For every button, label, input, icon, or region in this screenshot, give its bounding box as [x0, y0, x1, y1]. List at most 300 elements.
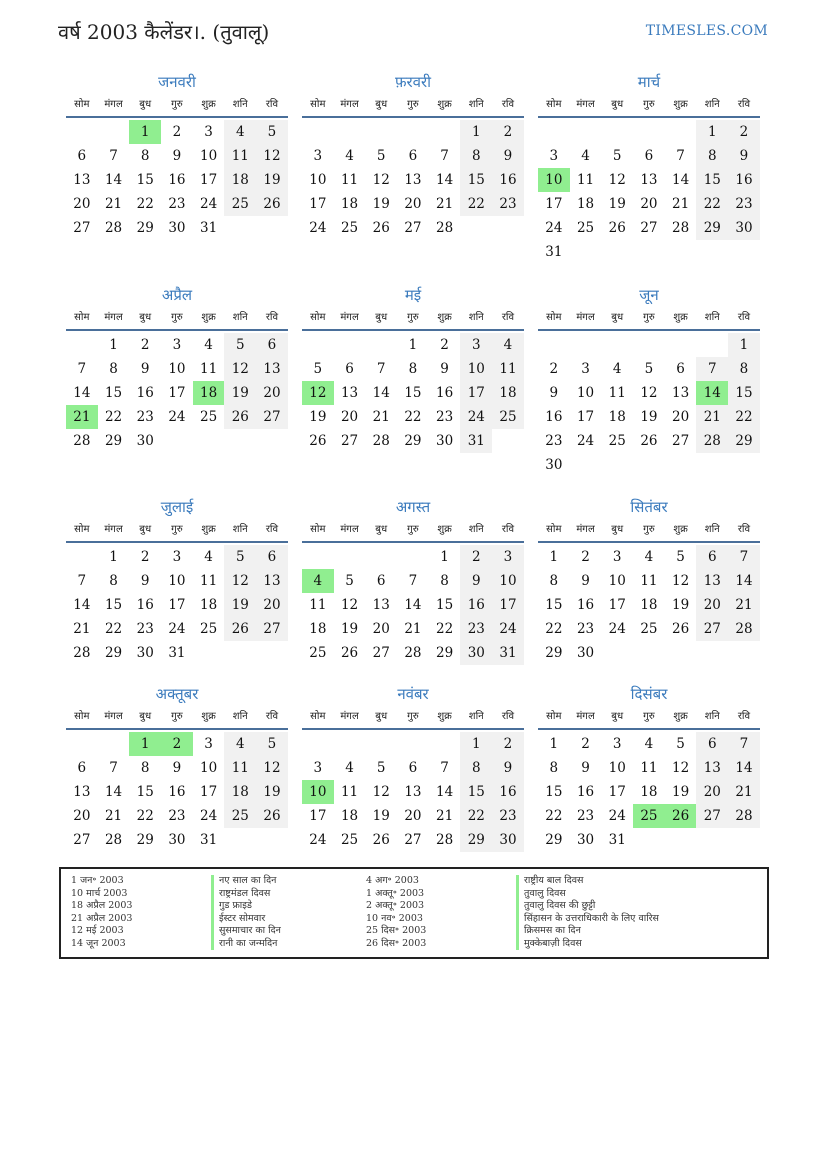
- day-cell[interactable]: 2: [440, 337, 449, 353]
- day-cell[interactable]: 27: [404, 220, 422, 236]
- day-cell[interactable]: 6: [696, 732, 728, 756]
- day-cell[interactable]: 8: [109, 573, 118, 589]
- day-cell[interactable]: 10: [608, 760, 626, 776]
- day-cell[interactable]: 3: [581, 361, 590, 377]
- day-cell[interactable]: 15: [104, 597, 123, 613]
- day-cell[interactable]: 31: [200, 832, 218, 848]
- day-cell[interactable]: 12: [224, 569, 256, 593]
- day-cell[interactable]: 5: [224, 545, 256, 569]
- day-cell[interactable]: 27: [372, 645, 390, 661]
- day-cell[interactable]: 15: [436, 597, 454, 613]
- day-cell[interactable]: 20: [256, 593, 288, 617]
- day-cell[interactable]: 14: [672, 172, 690, 188]
- day-cell[interactable]: 22: [460, 804, 492, 828]
- day-cell[interactable]: 2: [581, 736, 590, 752]
- day-cell[interactable]: 7: [408, 573, 418, 589]
- day-cell[interactable]: 30: [460, 641, 492, 665]
- day-cell[interactable]: 28: [73, 645, 91, 661]
- day-cell[interactable]: 3: [460, 333, 492, 357]
- day-cell[interactable]: 27: [640, 220, 658, 236]
- day-cell[interactable]: 29: [460, 828, 492, 852]
- day-cell[interactable]: 26: [309, 433, 327, 449]
- day-cell[interactable]: 7: [77, 361, 87, 377]
- day-cell[interactable]: 27: [672, 433, 690, 449]
- day-cell[interactable]: 2: [549, 361, 559, 377]
- day-cell[interactable]: 19: [256, 780, 288, 804]
- day-cell[interactable]: 4: [492, 333, 524, 357]
- day-cell[interactable]: 18: [340, 808, 359, 824]
- day-cell[interactable]: 2: [172, 124, 182, 140]
- day-cell[interactable]: 13: [372, 597, 390, 613]
- day-cell[interactable]: 14: [104, 172, 123, 188]
- day-cell[interactable]: 28: [436, 832, 454, 848]
- day-cell[interactable]: 9: [440, 361, 449, 377]
- day-cell[interactable]: 18: [608, 409, 626, 425]
- day-cell[interactable]: 9: [581, 573, 590, 589]
- day-cell[interactable]: 21: [728, 593, 760, 617]
- day-cell[interactable]: 1: [696, 120, 728, 144]
- day-cell[interactable]: 20: [256, 381, 288, 405]
- day-cell[interactable]: 26: [256, 192, 288, 216]
- holiday-day-cell[interactable]: 1: [129, 732, 161, 756]
- day-cell[interactable]: 2: [140, 337, 150, 353]
- day-cell[interactable]: 31: [460, 429, 492, 453]
- day-cell[interactable]: 19: [372, 808, 390, 824]
- day-cell[interactable]: 17: [576, 409, 595, 425]
- day-cell[interactable]: 26: [372, 220, 390, 236]
- day-cell[interactable]: 9: [549, 385, 559, 401]
- day-cell[interactable]: 28: [696, 429, 728, 453]
- day-cell[interactable]: 19: [640, 409, 658, 425]
- day-cell[interactable]: 29: [545, 832, 563, 848]
- day-cell[interactable]: 9: [172, 148, 182, 164]
- day-cell[interactable]: 16: [545, 409, 563, 425]
- day-cell[interactable]: 30: [168, 220, 186, 236]
- day-cell[interactable]: 31: [200, 220, 218, 236]
- day-cell[interactable]: 14: [372, 385, 390, 401]
- day-cell[interactable]: 27: [696, 617, 728, 641]
- day-cell[interactable]: 14: [404, 597, 422, 613]
- day-cell[interactable]: 16: [168, 172, 186, 188]
- holiday-day-cell[interactable]: 1: [129, 120, 161, 144]
- day-cell[interactable]: 8: [140, 760, 150, 776]
- day-cell[interactable]: 15: [696, 168, 728, 192]
- day-cell[interactable]: 19: [340, 621, 359, 637]
- day-cell[interactable]: 23: [492, 192, 524, 216]
- day-cell[interactable]: 3: [492, 545, 524, 569]
- day-cell[interactable]: 19: [256, 168, 288, 192]
- day-cell[interactable]: 31: [492, 641, 524, 665]
- day-cell[interactable]: 22: [104, 621, 123, 637]
- day-cell[interactable]: 8: [140, 148, 150, 164]
- day-cell[interactable]: 19: [224, 593, 256, 617]
- day-cell[interactable]: 21: [104, 808, 123, 824]
- day-cell[interactable]: 24: [309, 220, 327, 236]
- day-cell[interactable]: 13: [256, 569, 288, 593]
- day-cell[interactable]: 8: [549, 573, 559, 589]
- day-cell[interactable]: 9: [581, 760, 590, 776]
- day-cell[interactable]: 20: [372, 621, 390, 637]
- day-cell[interactable]: 18: [576, 196, 595, 212]
- day-cell[interactable]: 4: [204, 337, 213, 353]
- day-cell[interactable]: 11: [340, 784, 359, 800]
- day-cell[interactable]: 1: [440, 549, 449, 565]
- day-cell[interactable]: 27: [340, 433, 359, 449]
- day-cell[interactable]: 4: [224, 732, 256, 756]
- day-cell[interactable]: 16: [460, 593, 492, 617]
- day-cell[interactable]: 26: [672, 621, 690, 637]
- day-cell[interactable]: 16: [492, 168, 524, 192]
- day-cell[interactable]: 8: [460, 756, 492, 780]
- day-cell[interactable]: 21: [672, 196, 690, 212]
- day-cell[interactable]: 31: [545, 244, 563, 260]
- day-cell[interactable]: 13: [256, 357, 288, 381]
- day-cell[interactable]: 7: [728, 732, 760, 756]
- day-cell[interactable]: 23: [492, 804, 524, 828]
- day-cell[interactable]: 20: [404, 196, 422, 212]
- day-cell[interactable]: 13: [672, 385, 690, 401]
- day-cell[interactable]: 22: [136, 196, 154, 212]
- holiday-day-cell[interactable]: 10: [538, 168, 570, 192]
- day-cell[interactable]: 11: [640, 760, 658, 776]
- day-cell[interactable]: 22: [404, 409, 422, 425]
- day-cell[interactable]: 17: [309, 808, 327, 824]
- day-cell[interactable]: 20: [696, 593, 728, 617]
- day-cell[interactable]: 18: [640, 784, 658, 800]
- day-cell[interactable]: 3: [204, 736, 213, 752]
- day-cell[interactable]: 3: [172, 549, 182, 565]
- day-cell[interactable]: 5: [256, 120, 288, 144]
- day-cell[interactable]: 23: [168, 196, 186, 212]
- day-cell[interactable]: 25: [340, 220, 359, 236]
- day-cell[interactable]: 11: [224, 144, 256, 168]
- day-cell[interactable]: 26: [340, 645, 359, 661]
- day-cell[interactable]: 29: [104, 645, 123, 661]
- day-cell[interactable]: 22: [696, 192, 728, 216]
- day-cell[interactable]: 19: [224, 381, 256, 405]
- day-cell[interactable]: 24: [168, 621, 186, 637]
- day-cell[interactable]: 27: [256, 405, 288, 429]
- day-cell[interactable]: 14: [73, 597, 91, 613]
- holiday-day-cell[interactable]: 25: [633, 804, 665, 828]
- day-cell[interactable]: 12: [372, 784, 390, 800]
- day-cell[interactable]: 16: [136, 385, 154, 401]
- day-cell[interactable]: 20: [696, 780, 728, 804]
- day-cell[interactable]: 6: [256, 545, 288, 569]
- day-cell[interactable]: 3: [313, 760, 323, 776]
- day-cell[interactable]: 10: [309, 172, 327, 188]
- day-cell[interactable]: 6: [77, 760, 87, 776]
- day-cell[interactable]: 9: [172, 760, 182, 776]
- day-cell[interactable]: 6: [676, 361, 685, 377]
- day-cell[interactable]: 26: [608, 220, 626, 236]
- day-cell[interactable]: 8: [549, 760, 559, 776]
- day-cell[interactable]: 21: [404, 621, 422, 637]
- day-cell[interactable]: 29: [104, 433, 123, 449]
- day-cell[interactable]: 30: [545, 457, 563, 473]
- day-cell[interactable]: 18: [640, 597, 658, 613]
- day-cell[interactable]: 7: [440, 760, 449, 776]
- day-cell[interactable]: 18: [492, 381, 524, 405]
- day-cell[interactable]: 24: [309, 832, 327, 848]
- day-cell[interactable]: 19: [672, 784, 690, 800]
- day-cell[interactable]: 8: [728, 357, 760, 381]
- day-cell[interactable]: 27: [696, 804, 728, 828]
- day-cell[interactable]: 28: [436, 220, 454, 236]
- day-cell[interactable]: 28: [672, 220, 690, 236]
- day-cell[interactable]: 11: [200, 361, 218, 377]
- day-cell[interactable]: 15: [136, 172, 154, 188]
- day-cell[interactable]: 12: [672, 760, 690, 776]
- holiday-day-cell[interactable]: 14: [696, 381, 728, 405]
- day-cell[interactable]: 23: [136, 621, 154, 637]
- holiday-day-cell[interactable]: 4: [302, 569, 334, 593]
- day-cell[interactable]: 23: [576, 808, 595, 824]
- day-cell[interactable]: 30: [168, 832, 186, 848]
- day-cell[interactable]: 4: [204, 549, 213, 565]
- day-cell[interactable]: 12: [256, 756, 288, 780]
- day-cell[interactable]: 2: [492, 120, 524, 144]
- site-link[interactable]: TIMESLES.COM: [645, 23, 768, 39]
- day-cell[interactable]: 9: [140, 361, 150, 377]
- day-cell[interactable]: 1: [109, 337, 118, 353]
- day-cell[interactable]: 24: [200, 808, 218, 824]
- day-cell[interactable]: 24: [200, 196, 218, 212]
- day-cell[interactable]: 5: [612, 148, 622, 164]
- day-cell[interactable]: 11: [608, 385, 626, 401]
- day-cell[interactable]: 13: [73, 172, 91, 188]
- day-cell[interactable]: 22: [460, 192, 492, 216]
- day-cell[interactable]: 21: [372, 409, 390, 425]
- day-cell[interactable]: 6: [345, 361, 354, 377]
- day-cell[interactable]: 29: [136, 832, 154, 848]
- day-cell[interactable]: 17: [168, 385, 186, 401]
- day-cell[interactable]: 25: [224, 192, 256, 216]
- day-cell[interactable]: 12: [256, 144, 288, 168]
- day-cell[interactable]: 11: [309, 597, 327, 613]
- day-cell[interactable]: 18: [224, 168, 256, 192]
- day-cell[interactable]: 5: [313, 361, 323, 377]
- day-cell[interactable]: 5: [345, 573, 354, 589]
- day-cell[interactable]: 5: [376, 760, 386, 776]
- day-cell[interactable]: 26: [256, 804, 288, 828]
- day-cell[interactable]: 4: [644, 736, 654, 752]
- day-cell[interactable]: 15: [545, 597, 563, 613]
- day-cell[interactable]: 17: [200, 172, 218, 188]
- day-cell[interactable]: 30: [492, 828, 524, 852]
- day-cell[interactable]: 2: [140, 549, 150, 565]
- day-cell[interactable]: 5: [676, 549, 685, 565]
- day-cell[interactable]: 23: [436, 409, 454, 425]
- day-cell[interactable]: 1: [549, 736, 559, 752]
- day-cell[interactable]: 28: [104, 220, 123, 236]
- holiday-day-cell[interactable]: 10: [302, 780, 334, 804]
- day-cell[interactable]: 23: [728, 192, 760, 216]
- day-cell[interactable]: 28: [73, 433, 91, 449]
- day-cell[interactable]: 7: [676, 148, 685, 164]
- day-cell[interactable]: 4: [345, 760, 354, 776]
- day-cell[interactable]: 25: [608, 433, 626, 449]
- day-cell[interactable]: 25: [340, 832, 359, 848]
- day-cell[interactable]: 4: [581, 148, 590, 164]
- day-cell[interactable]: 7: [696, 357, 728, 381]
- day-cell[interactable]: 7: [440, 148, 449, 164]
- day-cell[interactable]: 4: [644, 549, 654, 565]
- day-cell[interactable]: 8: [440, 573, 449, 589]
- day-cell[interactable]: 5: [676, 736, 685, 752]
- day-cell[interactable]: 9: [140, 573, 150, 589]
- day-cell[interactable]: 13: [696, 569, 728, 593]
- day-cell[interactable]: 25: [492, 405, 524, 429]
- day-cell[interactable]: 12: [640, 385, 658, 401]
- day-cell[interactable]: 17: [200, 784, 218, 800]
- day-cell[interactable]: 20: [640, 196, 658, 212]
- day-cell[interactable]: 1: [408, 337, 418, 353]
- day-cell[interactable]: 23: [168, 808, 186, 824]
- day-cell[interactable]: 16: [576, 784, 595, 800]
- day-cell[interactable]: 20: [73, 196, 91, 212]
- day-cell[interactable]: 17: [168, 597, 186, 613]
- day-cell[interactable]: 26: [640, 433, 658, 449]
- day-cell[interactable]: 29: [728, 429, 760, 453]
- day-cell[interactable]: 8: [408, 361, 418, 377]
- day-cell[interactable]: 14: [436, 784, 454, 800]
- day-cell[interactable]: 18: [200, 597, 218, 613]
- day-cell[interactable]: 19: [608, 196, 626, 212]
- day-cell[interactable]: 21: [696, 405, 728, 429]
- day-cell[interactable]: 10: [460, 357, 492, 381]
- day-cell[interactable]: 11: [576, 172, 595, 188]
- day-cell[interactable]: 28: [372, 433, 390, 449]
- day-cell[interactable]: 24: [492, 617, 524, 641]
- day-cell[interactable]: 9: [728, 144, 760, 168]
- day-cell[interactable]: 13: [404, 172, 422, 188]
- day-cell[interactable]: 5: [256, 732, 288, 756]
- day-cell[interactable]: 21: [436, 808, 454, 824]
- day-cell[interactable]: 16: [436, 385, 454, 401]
- day-cell[interactable]: 29: [404, 433, 422, 449]
- day-cell[interactable]: 1: [460, 120, 492, 144]
- day-cell[interactable]: 7: [376, 361, 386, 377]
- day-cell[interactable]: 17: [492, 593, 524, 617]
- day-cell[interactable]: 30: [728, 216, 760, 240]
- day-cell[interactable]: 3: [204, 124, 213, 140]
- day-cell[interactable]: 13: [696, 756, 728, 780]
- day-cell[interactable]: 20: [340, 409, 359, 425]
- day-cell[interactable]: 15: [104, 385, 123, 401]
- day-cell[interactable]: 10: [200, 760, 218, 776]
- day-cell[interactable]: 28: [104, 832, 123, 848]
- day-cell[interactable]: 1: [728, 333, 760, 357]
- day-cell[interactable]: 24: [460, 405, 492, 429]
- day-cell[interactable]: 30: [136, 433, 154, 449]
- day-cell[interactable]: 15: [728, 381, 760, 405]
- day-cell[interactable]: 1: [109, 549, 118, 565]
- day-cell[interactable]: 28: [728, 617, 760, 641]
- day-cell[interactable]: 17: [608, 597, 626, 613]
- day-cell[interactable]: 24: [168, 409, 186, 425]
- day-cell[interactable]: 7: [109, 760, 118, 776]
- day-cell[interactable]: 15: [404, 385, 422, 401]
- day-cell[interactable]: 22: [436, 621, 454, 637]
- day-cell[interactable]: 12: [224, 357, 256, 381]
- day-cell[interactable]: 11: [224, 756, 256, 780]
- day-cell[interactable]: 15: [460, 168, 492, 192]
- day-cell[interactable]: 3: [612, 549, 622, 565]
- day-cell[interactable]: 27: [404, 832, 422, 848]
- day-cell[interactable]: 12: [608, 172, 626, 188]
- day-cell[interactable]: 6: [696, 545, 728, 569]
- day-cell[interactable]: 25: [576, 220, 595, 236]
- day-cell[interactable]: 21: [104, 196, 123, 212]
- day-cell[interactable]: 22: [136, 808, 154, 824]
- day-cell[interactable]: 12: [340, 597, 359, 613]
- day-cell[interactable]: 19: [372, 196, 390, 212]
- day-cell[interactable]: 12: [672, 573, 690, 589]
- day-cell[interactable]: 6: [408, 148, 418, 164]
- day-cell[interactable]: 9: [492, 756, 524, 780]
- holiday-day-cell[interactable]: 2: [161, 732, 193, 756]
- day-cell[interactable]: 29: [136, 220, 154, 236]
- day-cell[interactable]: 25: [309, 645, 327, 661]
- day-cell[interactable]: 20: [672, 409, 690, 425]
- day-cell[interactable]: 26: [372, 832, 390, 848]
- day-cell[interactable]: 29: [436, 645, 454, 661]
- day-cell[interactable]: 17: [608, 784, 626, 800]
- day-cell[interactable]: 20: [73, 808, 91, 824]
- day-cell[interactable]: 18: [309, 621, 327, 637]
- day-cell[interactable]: 8: [109, 361, 118, 377]
- day-cell[interactable]: 26: [224, 405, 256, 429]
- day-cell[interactable]: 25: [640, 621, 658, 637]
- day-cell[interactable]: 28: [404, 645, 422, 661]
- day-cell[interactable]: 16: [576, 597, 595, 613]
- day-cell[interactable]: 20: [404, 808, 422, 824]
- day-cell[interactable]: 10: [168, 573, 186, 589]
- day-cell[interactable]: 14: [728, 756, 760, 780]
- day-cell[interactable]: 24: [545, 220, 563, 236]
- day-cell[interactable]: 27: [73, 832, 91, 848]
- day-cell[interactable]: 5: [224, 333, 256, 357]
- day-cell[interactable]: 30: [436, 433, 454, 449]
- day-cell[interactable]: 13: [340, 385, 359, 401]
- day-cell[interactable]: 18: [224, 780, 256, 804]
- day-cell[interactable]: 11: [200, 573, 218, 589]
- day-cell[interactable]: 23: [460, 617, 492, 641]
- day-cell[interactable]: 21: [728, 780, 760, 804]
- day-cell[interactable]: 25: [224, 804, 256, 828]
- day-cell[interactable]: 5: [644, 361, 654, 377]
- holiday-day-cell[interactable]: 12: [302, 381, 334, 405]
- day-cell[interactable]: 2: [460, 545, 492, 569]
- day-cell[interactable]: 27: [256, 617, 288, 641]
- day-cell[interactable]: 14: [73, 385, 91, 401]
- day-cell[interactable]: 10: [576, 385, 595, 401]
- day-cell[interactable]: 19: [309, 409, 327, 425]
- day-cell[interactable]: 6: [644, 148, 654, 164]
- day-cell[interactable]: 28: [728, 804, 760, 828]
- day-cell[interactable]: 15: [136, 784, 154, 800]
- day-cell[interactable]: 1: [549, 549, 559, 565]
- day-cell[interactable]: 13: [640, 172, 658, 188]
- day-cell[interactable]: 24: [576, 433, 595, 449]
- day-cell[interactable]: 22: [728, 405, 760, 429]
- day-cell[interactable]: 25: [200, 409, 218, 425]
- day-cell[interactable]: 5: [376, 148, 386, 164]
- day-cell[interactable]: 6: [77, 148, 87, 164]
- day-cell[interactable]: 18: [340, 196, 359, 212]
- day-cell[interactable]: 6: [408, 760, 418, 776]
